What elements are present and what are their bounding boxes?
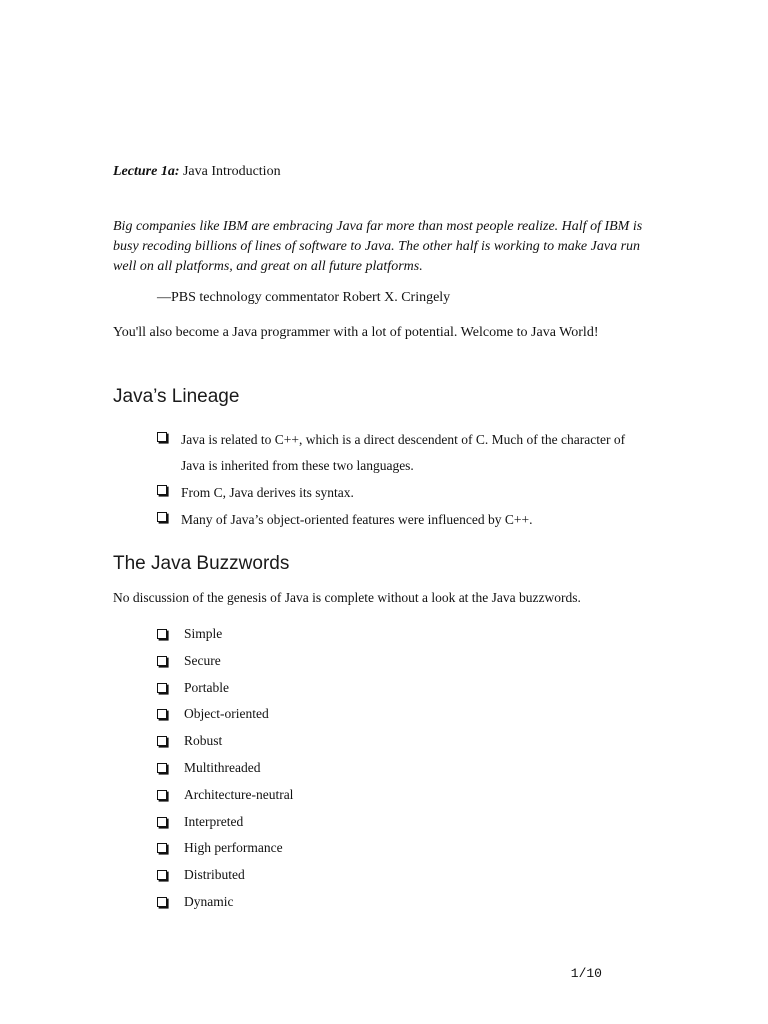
buzzwords-list [157, 625, 293, 920]
lecture-label: Lecture 1a: [113, 164, 180, 179]
list-item-text: Secure [184, 652, 221, 668]
list-item-text: Object-oriented [184, 706, 269, 722]
list-item-text: Robust [184, 733, 223, 749]
list-item [157, 705, 293, 732]
list-item [157, 732, 293, 759]
list-item [157, 625, 293, 652]
list-item-text: Dynamic [184, 893, 234, 909]
page-number: 1/10 [570, 966, 602, 981]
list-item [157, 427, 627, 479]
checkbox-bullet-icon [157, 656, 167, 666]
checkbox-bullet-icon [157, 512, 167, 522]
checkbox-bullet-icon [157, 709, 167, 719]
list-item-text: Java is related to C++, which is a direct descendent of C. Much of the character of Java is inherited from these two languages. [181, 432, 626, 473]
lineage-heading: Java’s Lineage [113, 386, 240, 407]
lineage-list [157, 427, 627, 534]
list-item [157, 679, 293, 706]
list-item [157, 480, 627, 506]
checkbox-bullet-icon [157, 485, 167, 495]
list-item [157, 866, 293, 893]
checkbox-bullet-icon [157, 843, 167, 853]
checkbox-bullet-icon [157, 629, 167, 639]
list-item [157, 813, 293, 840]
list-item [157, 893, 293, 920]
checkbox-bullet-icon [157, 897, 167, 907]
list-item [157, 652, 293, 679]
list-item-text: Portable [184, 679, 229, 695]
checkbox-bullet-icon [157, 683, 167, 693]
list-item [157, 759, 293, 786]
list-item-text: Many of Java’s object-oriented features were influenced by C++. [181, 512, 533, 527]
list-item [157, 786, 293, 813]
list-item [157, 839, 293, 866]
list-item-text: Distributed [184, 867, 245, 883]
buzzwords-heading: The Java Buzzwords [113, 553, 290, 574]
list-item-text: High performance [184, 840, 283, 856]
list-item-text: Interpreted [184, 813, 244, 829]
list-item-text: Multithreaded [184, 759, 261, 775]
quote-attribution: —PBS technology commentator Robert X. Cringely [157, 290, 451, 305]
list-item-text: Architecture-neutral [184, 786, 294, 802]
checkbox-bullet-icon [157, 763, 167, 773]
checkbox-bullet-icon [157, 790, 167, 800]
checkbox-bullet-icon [157, 736, 167, 746]
list-item [157, 507, 627, 533]
checkbox-bullet-icon [157, 432, 167, 442]
list-item-text: From C, Java derives its syntax. [181, 485, 354, 500]
checkbox-bullet-icon [157, 870, 167, 880]
welcome-text: You'll also become a Java programmer with a lot of potential. Welcome to Java World! [113, 325, 599, 340]
lecture-title-text: Java Introduction [182, 164, 281, 179]
lecture-title [113, 164, 281, 180]
opening-quote: Big companies like IBM are embracing Java far more than most people realize. Half of IBM is busy recoding billions of lines of software to Java. The other half is working to make Java run well on all platforms, and great on all future platforms. [113, 219, 643, 274]
list-item-text: Simple [184, 626, 223, 641]
buzzwords-intro: No discussion of the genesis of Java is complete without a look at the Java buzzwords. [113, 590, 581, 605]
checkbox-bullet-icon [157, 817, 167, 827]
